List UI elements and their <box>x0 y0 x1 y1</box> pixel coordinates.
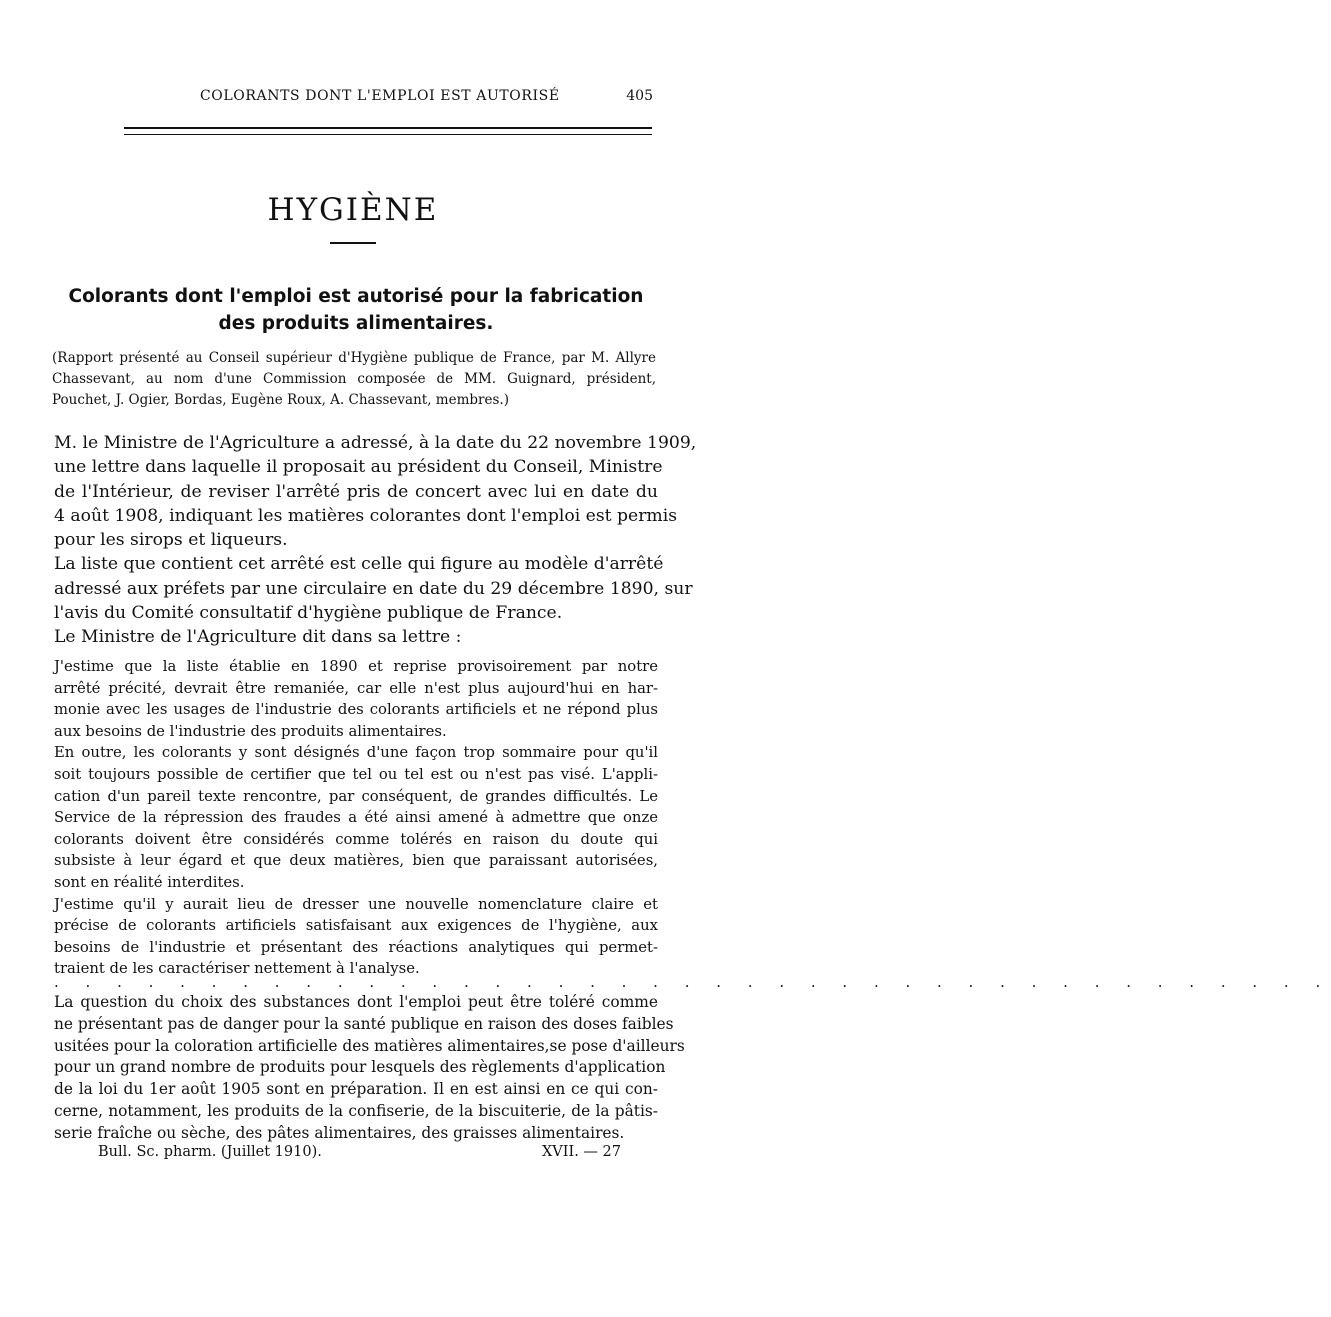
quote-line: sont en réalité interdites. <box>54 873 245 891</box>
quote-line: arrêté précité, devrait être remaniée, car elle n'est plus aujourd'hui en har- <box>54 679 658 697</box>
quote-line: J'estime qu'il y aurait lieu de dresser une nouvelle nomenclature claire et <box>54 895 658 913</box>
minister-letter-quote <box>54 656 658 980</box>
report-note-line: (Rapport présenté au Conseil supérieur d'Hygiène publique de France, par M. Allyre <box>52 350 656 366</box>
body-line: adressé aux préfets par une circulaire en date du 29 décembre 1890, sur <box>54 578 693 599</box>
closing-line: ne présentant pas de danger pour la santé publique en raison des doses faibles <box>54 1014 674 1033</box>
journal-citation: Bull. Sc. pharm. (Juillet 1910). <box>98 1144 322 1160</box>
report-note-line: Pouchet, J. Ogier, Bordas, Eugène Roux, A. Chassevant, membres.) <box>52 392 509 408</box>
closing-line: cerne, notamment, les produits de la confiserie, de la biscuiterie, de la pâtis- <box>54 1101 658 1120</box>
closing-line: pour un grand nombre de produits pour lesquels des règlements d'application <box>54 1058 666 1077</box>
closing-line: serie fraîche ou sèche, des pâtes alimentaires, des graisses alimentaires. <box>54 1123 625 1142</box>
quote-line: monie avec les usages de l'industrie des colorants artificiels et ne répond plus <box>54 701 658 719</box>
page-footer <box>98 1144 621 1164</box>
body-line: une lettre dans laquelle il proposait au président du Conseil, Ministre <box>54 457 663 478</box>
closing-line: de la loi du 1er août 1905 sont en préparation. Il en est ainsi en ce qui con- <box>54 1080 658 1099</box>
header-rule-thin <box>124 134 652 135</box>
body-line: pour les sirops et liqueurs. <box>54 530 288 551</box>
body-line: 4 août 1908, indiquant les matières colorantes dont l'emploi est permis <box>54 505 678 526</box>
quote-line: besoins de l'industrie et présentant des réactions analytiques qui permet- <box>54 938 658 956</box>
body-line: La liste que contient cet arrêté est celle qui figure au modèle d'arrêté <box>54 554 664 575</box>
body-paragraphs <box>54 431 697 650</box>
closing-line: usitées pour la coloration artificielle des matières alimentaires,se pose d'ailleurs <box>54 1036 685 1055</box>
title-divider <box>330 242 376 244</box>
body-line: M. le Ministre de l'Agriculture a adressé, à la date du 22 novembre 1909, <box>54 433 697 453</box>
quote-line: soit toujours possible de certifier que tel ou tel est ou n'est pas visé. L'appli- <box>54 765 658 783</box>
quote-line: traient de les caractériser nettement à l'analyse. <box>54 960 420 978</box>
body-line: de l'Intérieur, de reviser l'arrêté pris de concert avec lui en date du <box>54 481 658 502</box>
quote-line: précise de colorants artificiels satisfaisant aux exigences de l'hygiène, aux <box>54 917 658 935</box>
body-line: Le Ministre de l'Agriculture dit dans sa lettre : <box>54 627 462 648</box>
quote-line: Service de la répression des fraudes a été ainsi amené à admettre que onze <box>54 809 658 827</box>
quote-line: J'estime que la liste établie en 1890 et reprise provisoirement par notre <box>54 658 658 675</box>
section-title: HYGIÈNE <box>267 192 439 228</box>
quote-line: colorants doivent être considérés comme tolérés en raison du doute qui <box>54 830 658 848</box>
quote-line: cation d'un pareil texte rencontre, par conséquent, de grandes difficultés. Le <box>54 787 658 805</box>
report-note <box>52 348 656 411</box>
running-head <box>148 88 653 108</box>
article-title <box>60 283 652 337</box>
quote-line: subsiste à leur égard et que deux matières, bien que paraissant autorisées, <box>54 852 658 870</box>
volume-signature: XVII. — 27 <box>541 1144 621 1160</box>
header-rule-thick <box>124 127 652 129</box>
report-note-line: Chassevant, au nom d'une Commission composée de MM. Guignard, président, <box>52 371 656 387</box>
quote-line: En outre, les colorants y sont désignés d'une façon trop sommaire pour qu'il <box>54 744 658 762</box>
closing-line: La question du choix des substances dont l'emploi peut être toléré comme <box>54 993 658 1011</box>
article-title-line: Colorants dont l'emploi est autorisé pour la fabrication <box>68 286 644 307</box>
article-title-line: des produits alimentaires. <box>218 313 494 334</box>
closing-paragraph <box>54 992 685 1145</box>
body-line: l'avis du Comité consultatif d'hygiène publique de France. <box>54 603 563 624</box>
quote-line: aux besoins de l'industrie des produits alimentaires. <box>54 722 447 740</box>
page-number: 405 <box>626 88 653 104</box>
omission-dots: . . . . . . . . . . . . . . . . . . . . . . . . . . . . . . . . . . . . . . . . . <box>54 973 1331 991</box>
running-title: COLORANTS DONT L'EMPLOI EST AUTORISÉ <box>200 88 560 104</box>
